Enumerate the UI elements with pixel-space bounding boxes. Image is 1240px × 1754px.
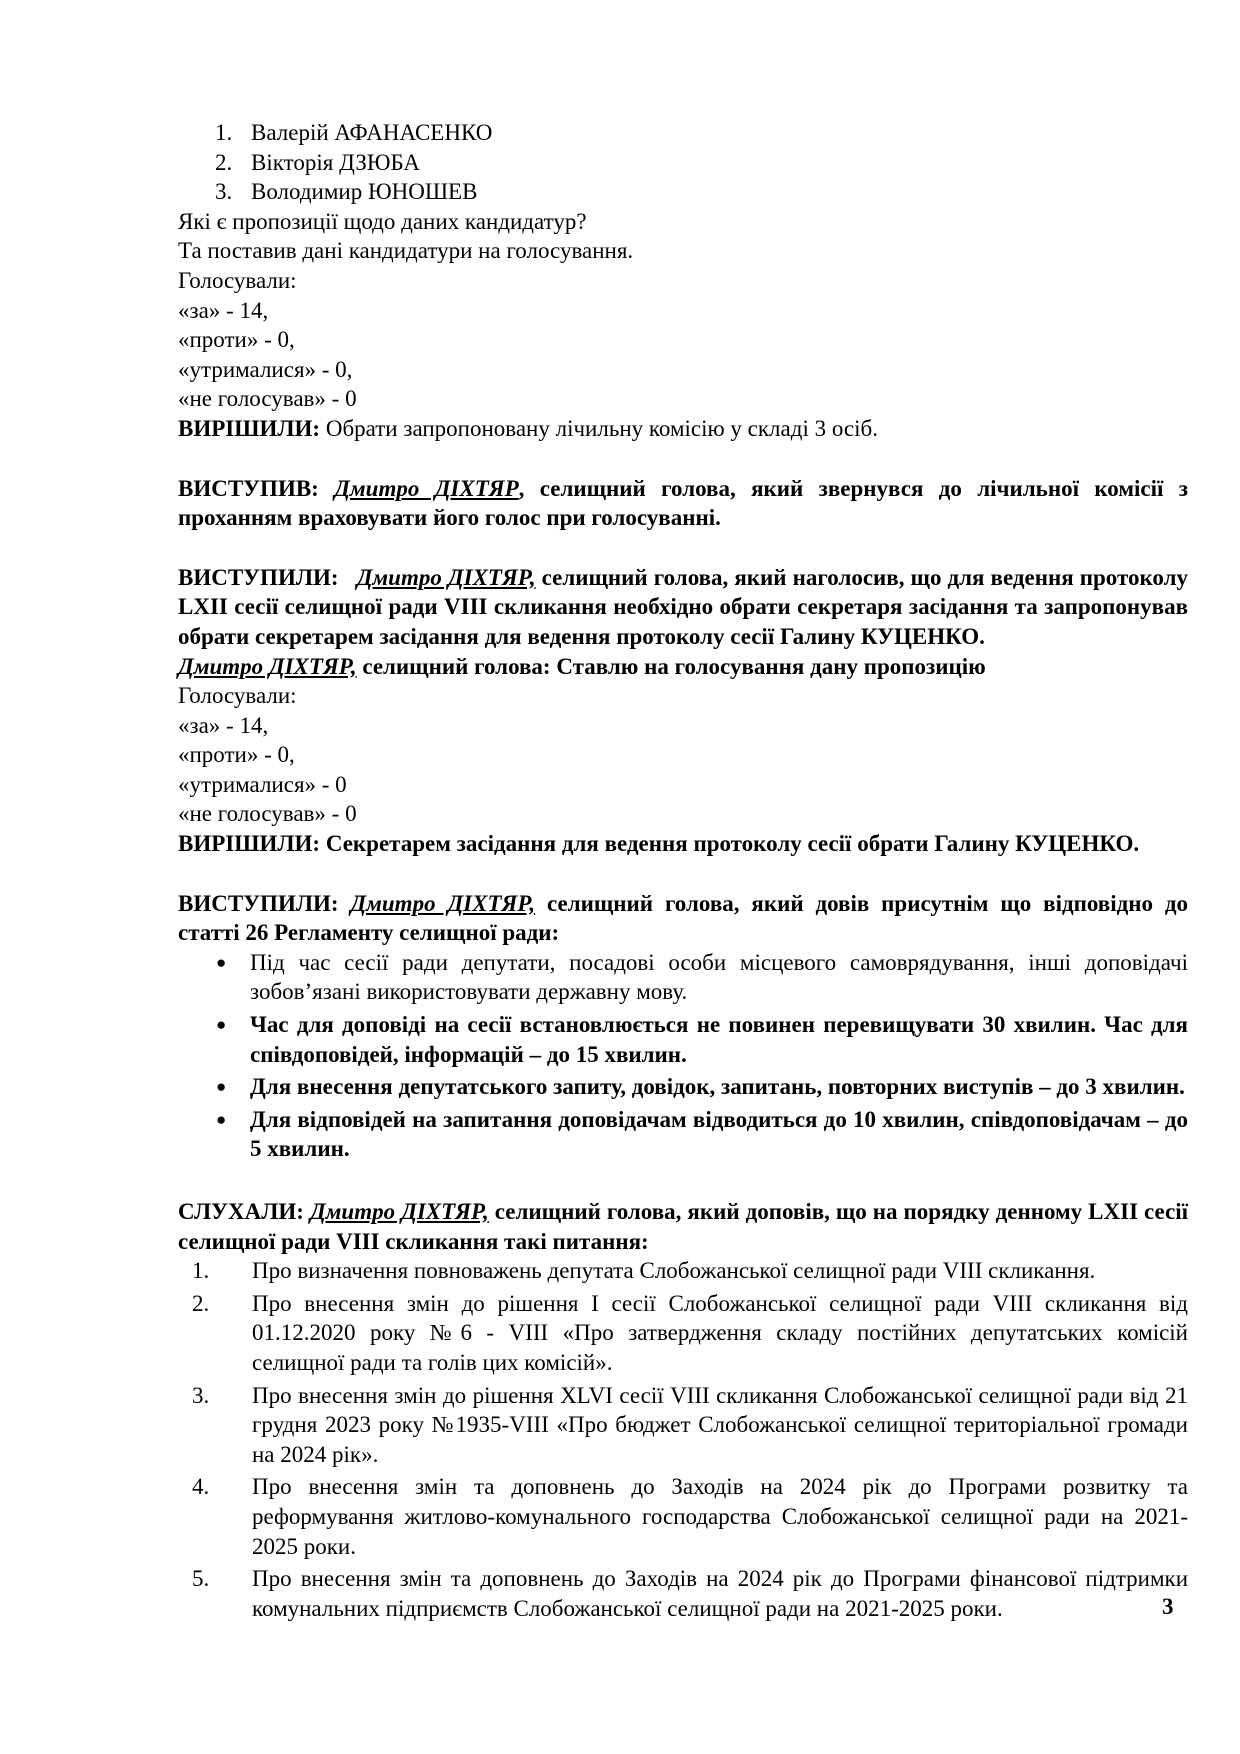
speech-text: селищний голова, який довів присутнім що відповідно до статті 26 Регламенту селищної ради: [178,890,1189,946]
question-line: Які є пропозиції щодо даних кандидатур? [178,208,587,234]
candidate-item [178,148,1188,178]
decision-paragraph [178,414,1188,444]
speech-text: селищний голова, який наголосив, що для ведення протоколу LXII сесії селищної ради VIII скликання необхідно обрати секретаря засідання та запропонував обрати секретарем засідання для ведення протоколу сесії Галину КУЦЕНКО. [178,564,1189,649]
list-number: 4. [192,1474,210,1500]
candidates-list [178,118,1188,207]
speaker-name: Дмитро ДІХТЯР, [309,1199,489,1224]
agenda-text: Про внесення змін до рішення I сесії Слобожанської селищної ради VIII скликання від 01.12.2020 року №6 - VIII «Про затвердження складу постійних депутатських комісій селищної ради та голів цих комісій». [252,1290,1188,1375]
vote-abstained: «утрималися» - 0 [178,771,347,797]
candidate-name: Валерій АФАНАСЕНКО [251,120,493,145]
speech-paragraph [178,563,1188,652]
rules-bullet-list [178,948,1188,1164]
bullet-text: Для внесення депутатського запиту, довідок, запитань, повторних виступів – до 3 хвилин. [250,1074,1185,1100]
speech-label: ВИСТУПИЛИ: [178,890,339,916]
voted-heading: Голосували: [178,267,297,293]
speaker-name: Дмитро ДІХТЯР, [178,653,357,679]
agenda-text: Про визначення повноважень депутата Слобожанської селищної ради VIII скликання. [252,1258,1096,1284]
agenda-text: Про внесення змін та доповнень до Заходів на 2024 рік до Програми розвитку та реформування житлово-комунального господарства Слобожанської селищної ради на 2021-2025 роки. [252,1474,1188,1559]
vote-for: «за» - 14, [178,297,269,323]
bullet-text: Час для доповіді на сесії встановлюється не повинен перевищувати 30 хвилин. Час для співдоповідей, інформацій – до 15 хвилин. [250,1012,1188,1067]
vote-against: «проти» - 0, [178,327,295,353]
list-number: 2. [192,1290,210,1316]
speech-label: ВИСТУПИЛИ: [178,564,339,590]
voted-heading: Голосували: [178,683,297,709]
list-number: 1. [192,1258,210,1284]
agenda-item [178,1564,1188,1623]
candidate-item [178,177,1188,207]
list-number: 3. [215,179,233,205]
agenda-item [178,1289,1188,1378]
speech-paragraph [178,889,1188,948]
heard-paragraph [178,1197,1188,1256]
agenda-item [178,1256,1188,1286]
speech-label: ВИСТУПИВ: [178,475,319,501]
decision-paragraph [178,829,1188,859]
spacer [178,444,1188,474]
agenda-item [178,1381,1188,1470]
speech-text: селищний голова: Ставлю на голосування дану пропозицію [356,653,986,679]
decision-text: Обрати запропоновану лічильну комісію у складі 3 осіб. [320,415,878,441]
list-number: 2. [215,149,233,175]
page-number: 3 [1162,1594,1174,1619]
bullet-icon: ● [216,1109,227,1129]
list-item [178,1105,1188,1164]
spacer [178,1167,1188,1197]
list-number: 5. [192,1566,210,1592]
candidate-item [178,118,1188,148]
vote-against: «проти» - 0, [178,742,295,768]
bullet-icon: ● [216,1015,227,1035]
vote-abstained: «утрималися» - 0, [178,356,353,382]
vote-call-line: Та поставив дані кандидатури на голосування. [178,238,634,264]
speaker-name: Дмитро ДІХТЯР, [356,564,536,590]
agenda-text: Про внесення змін та доповнень до Заходів на 2024 рік до Програми фінансової підтримки комунальних підприємств Слобожанської селищної ради на 2021-2025 роки. [252,1566,1188,1621]
speech-paragraph [178,474,1188,533]
decision-label: ВИРІШИЛИ: [178,415,321,441]
vote-for: «за» - 14, [178,712,269,738]
list-item [178,948,1188,1007]
speech-paragraph [178,652,1188,682]
agenda-list [178,1256,1188,1623]
vote-not-voted: «не голосував» - 0 [178,801,357,827]
spacer [178,533,1188,563]
heard-label: СЛУХАЛИ: [178,1199,304,1224]
decision-label: ВИРІШИЛИ: [178,831,321,857]
bullet-icon: ● [216,1077,227,1097]
list-item [178,1010,1188,1069]
list-item [178,1072,1188,1102]
list-number: 3. [192,1382,210,1408]
agenda-item [178,1472,1188,1561]
speaker-name: Дмитро ДІХТЯР [334,475,519,501]
page-content [178,118,1188,1626]
bullet-text: Під час сесії ради депутати, посадові особи місцевого самоврядування, інші доповідачі зобов’язані використовувати державну мову. [250,949,1188,1005]
heard-text: селищний голова, який доповів, що на порядку денному LXII сесії селищної ради VIII скликання такі питання: [178,1199,1188,1254]
vote-not-voted: «не голосував» - 0 [178,386,357,412]
decision-text: Секретарем засідання для ведення протоколу сесії обрати Галину КУЦЕНКО. [320,831,1140,857]
candidate-name: Володимир ЮНОШЕВ [251,179,478,205]
candidate-name: Вікторія ДЗЮБА [251,149,421,175]
speaker-name: Дмитро ДІХТЯР, [350,890,536,916]
bullet-icon: ● [216,952,227,972]
speech-text: , селищний голова, який звернувся до лічильної комісії з проханням враховувати його голос при голосуванні. [178,475,1188,531]
agenda-text: Про внесення змін до рішення XLVI сесії VIII скликання Слобожанської селищної ради від 21 грудня 2023 року №1935-VIII «Про бюджет Слобожанської селищної територіальної громади на 2024 рік». [252,1382,1188,1467]
bullet-text: Для відповідей на запитання доповідачам відводиться до 10 хвилин, співдоповідачам – до 5 хвилин. [250,1106,1188,1162]
list-number: 1. [215,120,233,145]
spacer [178,859,1188,889]
